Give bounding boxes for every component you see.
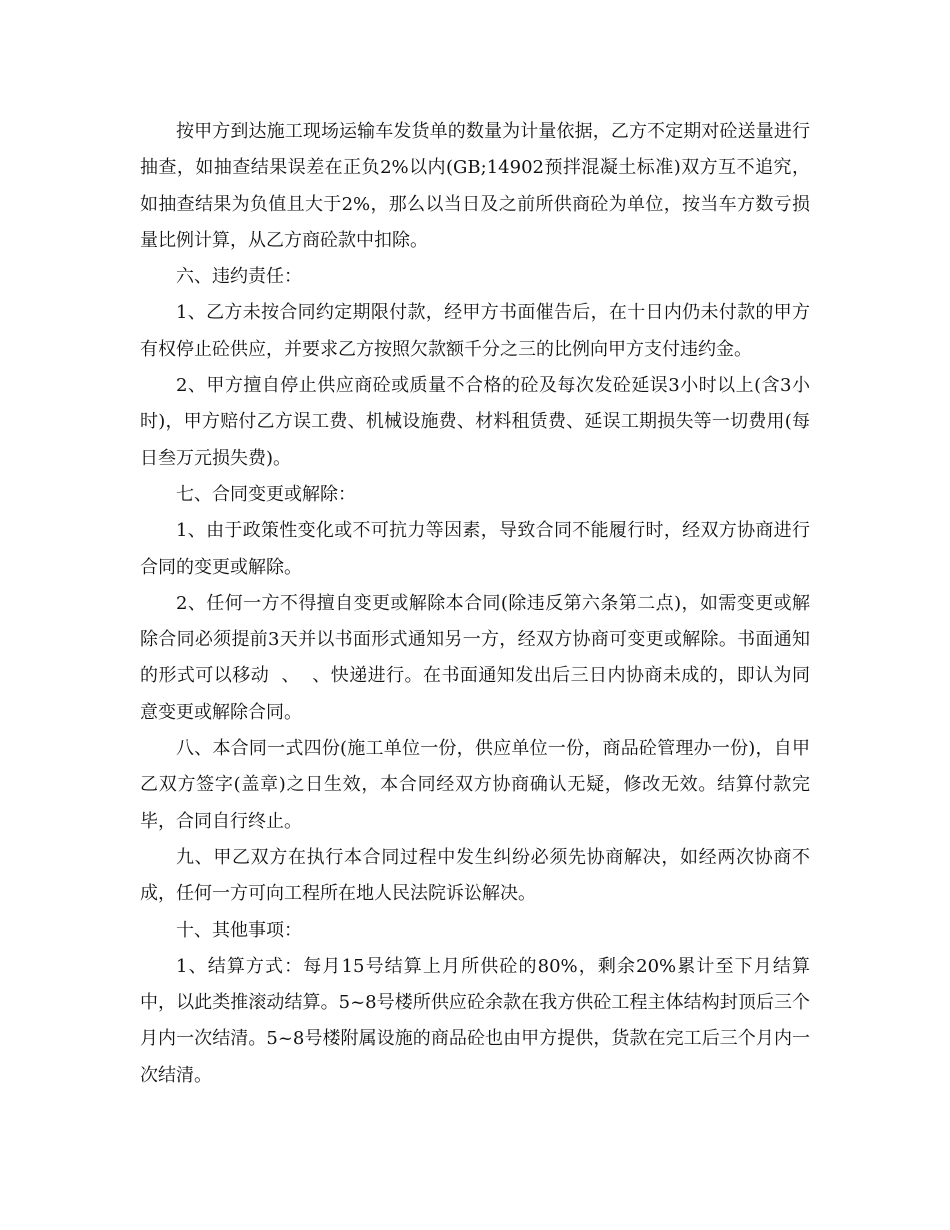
heading-other-matters: 十、其他事项： — [176, 919, 302, 941]
heading-breach-liability: 六、违约责任： — [176, 266, 302, 288]
paragraph-settlement-method: 1、结算方式：每月15号结算上月所供砼的80%，剩余20%累计至下月结算中，以此类推滚动结算。5~8号楼所供应砼余款在我方供砼工程主体结构封顶后三个月内一次结清。5~8号楼附属设施的商品砼也由甲方提供，货款在完工后三个月内一次结清。 — [140, 955, 810, 1086]
heading-contract-change: 七、合同变更或解除： — [176, 483, 356, 505]
paragraph-change-notice: 2、任何一方不得擅自变更或解除本合同(除违反第六条第二点)，如需变更或解除合同必须提前3天并以书面形式通知另一方，经双方协商可变更或解除。书面通知的形式可以移动 、 、快递进行。在书面通知发出后三日内协商未成的，即认为同意变更或解除合同。 — [140, 592, 810, 723]
paragraph-breach-party-a: 2、甲方擅自停止供应商砼或质量不合格的砼及每次发砼延误3小时以上(含3小时)，甲方赔付乙方误工费、机械设施费、材料租赁费、延误工期损失等一切费用(每日叁万元损失费)。 — [140, 375, 810, 469]
paragraph-dispute-resolution: 九、甲乙双方在执行本合同过程中发生纠纷必须先协商解决，如经两次协商不成，任何一方可向工程所在地人民法院诉讼解决。 — [140, 846, 810, 905]
paragraph-copies-effective: 八、本合同一式四份(施工单位一份，供应单位一份，商品砼管理办一份)，自甲乙双方签字(盖章)之日生效，本合同经双方协商确认无疑，修改无效。结算付款完毕，合同自行终止。 — [140, 738, 810, 832]
paragraph-concrete-measurement: 按甲方到达施工现场运输车发货单的数量为计量依据，乙方不定期对砼送量进行抽查，如抽查结果误差在正负2%以内(GB;14902预拌混凝土标准)双方互不追究，如抽查结果为负值且大于2%，那么以当日及之前所供商砼为单位，按当车方数亏损量比例计算，从乙方商砼款中扣除。 — [140, 121, 810, 251]
paragraph-breach-party-b: 1、乙方未按合同约定期限付款，经甲方书面催告后，在十日内仍未付款的甲方有权停止砼供应，并要求乙方按照欠款额千分之三的比例向甲方支付违约金。 — [140, 302, 810, 360]
document-page — [140, 114, 810, 1094]
paragraph-change-policy: 1、由于政策性变化或不可抗力等因素，导致合同不能履行时，经双方协商进行合同的变更或解除。 — [140, 520, 810, 578]
